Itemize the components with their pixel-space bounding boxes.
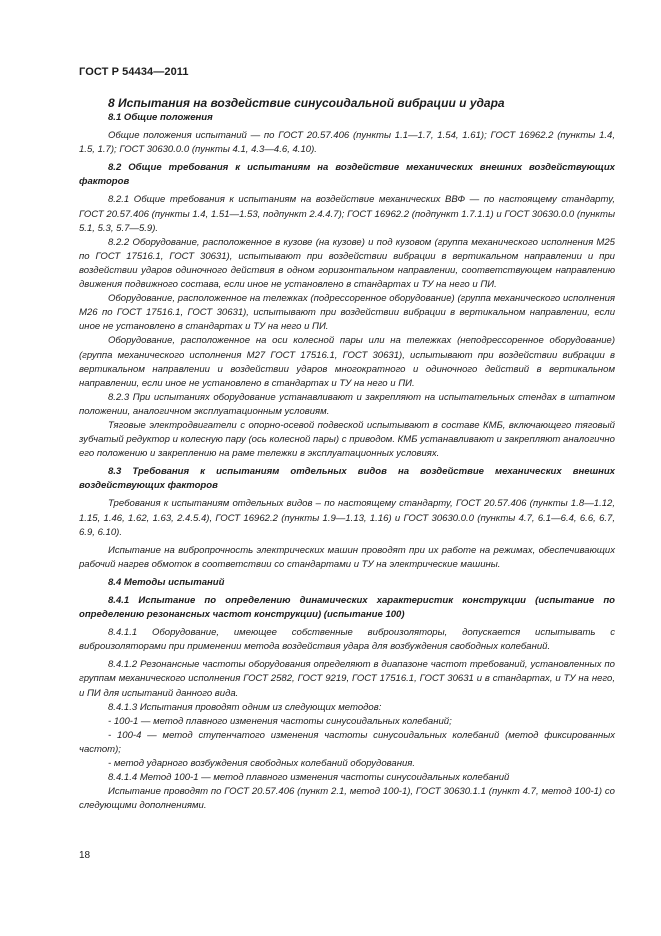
subsection-heading-8-1: 8.1 Общие положения xyxy=(108,112,213,123)
document-body xyxy=(79,96,615,813)
paragraph: Оборудование, расположенное на оси колесной пары или на тележках (неподрессоренное оборудование) (группа механического исполнения М27 ГОСТ 17516.1, ГОСТ 30631), испытывают при воздействии вибрации в вертикальном направлении и воздействии ударов многократного и одиночного действий в вертикальном направлении, если иное не установлено в стандартах и ТУ на него и ПИ. xyxy=(79,335,615,389)
list-item: - метод ударного возбуждения свободных колебаний оборудования. xyxy=(108,758,416,770)
paragraph: Оборудование, расположенное на тележках (подрессоренное оборудование) (группа механического исполнения М26 по ГОСТ 17516.1, ГОСТ 30631), испытывают при воздействии вибрации в вертикальном направлении, если иное не установлено в стандартах и ТУ на него и ПИ. xyxy=(79,293,615,333)
paragraph: 8.4.1.1 Оборудование, имеющее собственные виброизоляторы, допускается испытывать с виброизоляторами при применении метода воздействия удара для возбуждения свободных колебаний. xyxy=(79,627,615,653)
paragraph: Испытание на вибропрочность электрических машин проводят при их работе на режимах, обеспечивающих рабочий нагрев обмоток в соответствии со стандартами и ТУ на электрические машины. xyxy=(79,544,615,570)
paragraph: 8.2.1 Общие требования к испытаниям на воздействие механических ВВФ — по настоящему стандарту, ГОСТ 20.57.406 (пункты 1.4, 1.51—1.53, подпункт 2.4.4.7); ГОСТ 16962.2 (подпункт 1.7.1.1) и ГОСТ 30630.0.0 (пункты 5.1, 5.3, 5.7—5.9). xyxy=(79,194,615,234)
list-item: - 100-1 — метод плавного изменения частоты синусоидальных колебаний; xyxy=(108,715,452,727)
paragraph: 8.4.1.3 Испытания проводят одним из следующих методов: xyxy=(108,701,382,713)
section-title: 8 Испытания на воздействие синусоидальной вибрации и удара xyxy=(108,96,505,110)
page-number: 18 xyxy=(79,850,91,861)
document-header: ГОСТ Р 54434—2011 xyxy=(79,66,189,78)
subsection-heading-8-4: 8.4 Методы испытаний xyxy=(108,576,225,588)
paragraph: 8.4.1.2 Резонансные частоты оборудования определяют в диапазоне частот требований, установленных по группам механического исполнения ГОСТ 2582, ГОСТ 9219, ГОСТ 17516.1, ГОСТ 30631 и в стандартах, и ТУ на него, и ПИ для испытаний данного вида. xyxy=(79,659,615,699)
paragraph: 8.2.2 Оборудование, расположенное в кузове (на кузове) и под кузовом (группа механического исполнения М25 по ГОСТ 17516.1, ГОСТ 30631), испытывают при воздействии вибрации в вертикальном направлении и при воздействии ударов одиночного действия в одном горизонтальном направлении, соответствующем направлению движения подвижного состава, если иное не установлено в стандартах и ТУ на него и ПИ. xyxy=(79,236,615,291)
subsection-heading-8-4-1: 8.4.1 Испытание по определению динамических характеристик конструкции (испытание по определению резонансных частот конструкции) (испытание 100) xyxy=(79,595,615,621)
paragraph: Испытание проводят по ГОСТ 20.57.406 (пункт 2.1, метод 100-1), ГОСТ 30630.1.1 (пункт 4.7, метод 100-1) со следующими дополнениями. xyxy=(79,786,615,812)
subsection-heading-8-3: 8.3 Требования к испытаниям отдельных видов на воздействие механических внешних воздействующих факторов xyxy=(79,466,615,492)
paragraph: Тяговые электродвигатели с опорно-осевой подвеской испытывают в составе КМБ, включающего тяговый зубчатый редуктор и колесную пару (ось колесной пары) с приводом. КМБ устанавливают и закрепляют аналогично его положению и закреплению на раме тележки в эксплуатационных условиях. xyxy=(79,419,615,460)
list-item: - 100-4 — метод ступенчатого изменения частоты синусоидальных колебаний (метод фиксированных частот); xyxy=(79,729,615,755)
paragraph: Общие положения испытаний — по ГОСТ 20.57.406 (пункты 1.1—1.7, 1.54, 1.61); ГОСТ 16962.2 (пункты 1.4, 1.5, 1.7); ГОСТ 30630.0.0 (пункты 4.1, 4.3—4.6, 4.10). xyxy=(79,130,615,156)
paragraph: 8.2.3 При испытаниях оборудование устанавливают и закрепляют на испытательных стендах в штатном положении, аналогичном эксплуатационным условиям. xyxy=(79,391,615,417)
paragraph: 8.4.1.4 Метод 100-1 — метод плавного изменения частоты синусоидальных колебаний xyxy=(108,772,510,784)
subsection-heading-8-2: 8.2 Общие требования к испытаниям на воздействие механических внешних воздействующих факторов xyxy=(79,162,615,188)
paragraph: Требования к испытаниям отдельных видов – по настоящему стандарту, ГОСТ 20.57.406 (пункты 1.8—1.12, 1.15, 1.46, 1.62, 1.63, 2.4.5.4), ГОСТ 16962.2 (пункты 1.9—1.13, 1.16) и ГОСТ 30630.0.0 (пункты 4.7, 6.1—6.4, 6.6, 6.7, 6.9, 6.10). xyxy=(79,498,615,538)
